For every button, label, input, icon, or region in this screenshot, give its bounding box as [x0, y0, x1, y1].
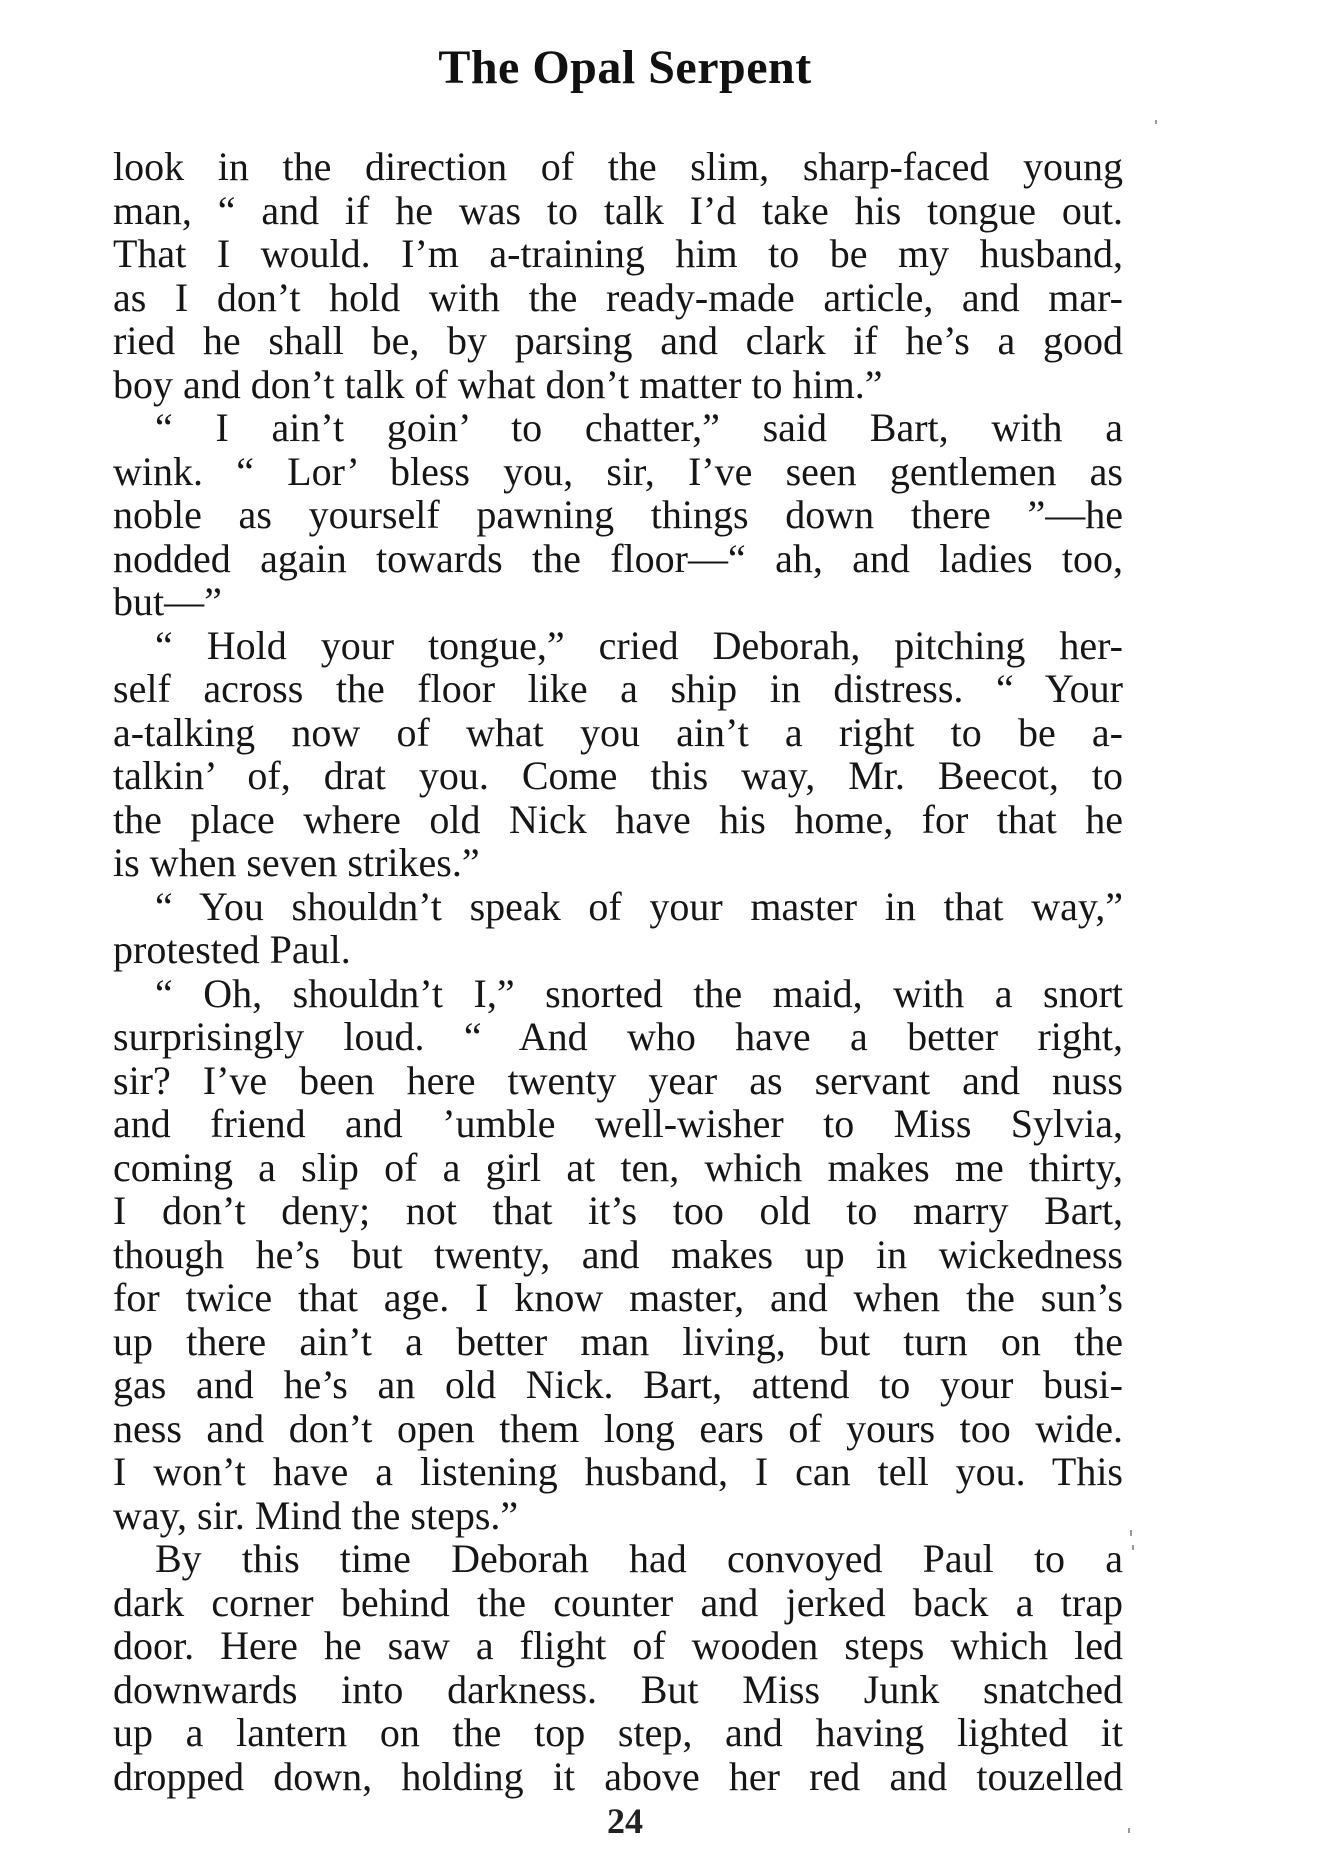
text-line: but—”	[113, 579, 222, 624]
text-line: self across the floor like a ship in distress. “ Your	[113, 666, 1123, 711]
text-line: look in the direction of the slim, sharp-faced young	[113, 144, 1123, 189]
text-line: noble as yourself pawning things down there ”—he	[113, 492, 1123, 537]
text-line: “ Oh, shouldn’t I,” snorted the maid, with a snort	[155, 970, 1123, 1016]
text-line: dropped down, holding it above her red and touzelled	[113, 1753, 1123, 1799]
text-line: wink. “ Lor’ bless you, sir, I’ve seen gentlemen as	[113, 448, 1123, 494]
text-line: downwards into darkness. But Miss Junk snatched	[113, 1666, 1123, 1712]
text-line: talkin’ of, drat you. Come this way, Mr. Beecot, to	[113, 753, 1123, 798]
print-speck	[1128, 1828, 1130, 1833]
text-line: “ Hold your tongue,” cried Deborah, pitching her-	[155, 622, 1123, 668]
text-line: up there ain’t a better man living, but turn on the	[113, 1318, 1123, 1364]
body-text	[113, 145, 1123, 1798]
text-line: nodded again towards the floor—“ ah, and ladies too,	[113, 535, 1123, 581]
text-line: a-talking now of what you ain’t a right to be a-	[113, 709, 1123, 755]
page-number: 24	[607, 1801, 643, 1841]
text-line: protested Paul.	[113, 927, 351, 972]
text-line: the place where old Nick have his home, for that he	[113, 796, 1123, 842]
text-line: is when seven strikes.”	[113, 840, 480, 885]
text-line: surprisingly loud. “ And who have a better right,	[113, 1014, 1123, 1059]
text-line: By this time Deborah had convoyed Paul to a	[155, 1536, 1123, 1581]
text-line: “ I ain’t goin’ to chatter,” said Bart, with a	[155, 405, 1123, 450]
text-line: dark corner behind the counter and jerked back a trap	[113, 1579, 1123, 1625]
text-line: door. Here he saw a flight of wooden steps which led	[113, 1623, 1123, 1668]
text-line: up a lantern on the top step, and having lighted it	[113, 1710, 1123, 1755]
text-line: for twice that age. I know master, and when the sun’s	[113, 1275, 1123, 1320]
text-line: way, sir. Mind the steps.”	[113, 1492, 519, 1538]
text-line: “ You shouldn’t speak of your master in that way,”	[155, 883, 1123, 929]
text-line: coming a slip of a girl at ten, which makes me thirty,	[113, 1144, 1123, 1190]
text-line: I won’t have a listening husband, I can tell you. This	[113, 1449, 1123, 1494]
text-line: ried he shall be, by parsing and clark if he’s a good	[113, 318, 1123, 363]
text-line: I don’t deny; not that it’s too old to marry Bart,	[113, 1188, 1123, 1233]
text-line: and friend and ’umble well-wisher to Miss Sylvia,	[113, 1101, 1123, 1146]
text-line: as I don’t hold with the ready-made article, and mar-	[113, 274, 1123, 320]
print-speck	[1132, 1545, 1134, 1550]
text-line: sir? I’ve been here twenty year as servant and nuss	[113, 1057, 1123, 1103]
text-line: gas and he’s an old Nick. Bart, attend to your busi-	[113, 1362, 1123, 1407]
text-line: That I would. I’m a-training him to be my husband,	[113, 231, 1123, 276]
text-line: man, “ and if he was to talk I’d take his tongue out.	[113, 187, 1123, 233]
text-line: ness and don’t open them long ears of yours too wide.	[113, 1405, 1123, 1451]
print-speck	[1155, 120, 1157, 124]
running-head: The Opal Serpent	[438, 41, 812, 94]
text-line: boy and don’t talk of what don’t matter to him.”	[113, 361, 883, 407]
text-line: though he’s but twenty, and makes up in wickedness	[113, 1231, 1123, 1277]
print-speck	[1130, 1530, 1132, 1536]
